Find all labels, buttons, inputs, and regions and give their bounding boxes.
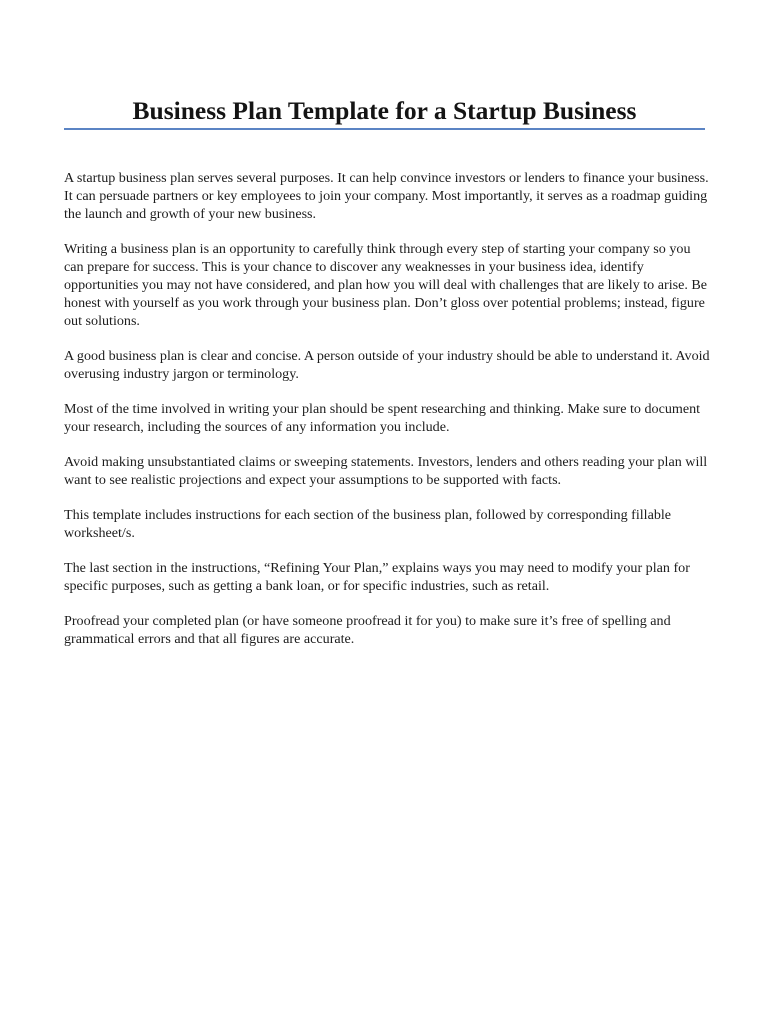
document-title: Business Plan Template for a Startup Business (132, 96, 637, 125)
paragraph-avoid-claims: Avoid making unsubstantiated claims or sweeping statements. Investors, lenders and others reading your plan will want to see realistic projections and expect your assumptions to be supported with facts. (64, 454, 708, 488)
paragraph-clear-concise: A good business plan is clear and concise. A person outside of your industry should be able to understand it. Avoid overusing industry jargon or terminology. (64, 348, 710, 382)
paragraph-template-instructions: This template includes instructions for each section of the business plan, followed by corresponding fillable worksheet/s. (64, 507, 672, 541)
paragraph-refining-plan: The last section in the instructions, “Refining Your Plan,” explains ways you may need to modify your plan for specific purposes, such as getting a bank loan, or for specific industries, such as retail. (64, 560, 690, 594)
paragraph-research: Most of the time involved in writing your plan should be spent researching and thinking. Make sure to document your research, including the sources of any information you include. (64, 401, 701, 435)
document-body (64, 169, 710, 665)
title-underline (64, 128, 705, 130)
paragraph-purposes: A startup business plan serves several purposes. It can help convince investors or lenders to finance your business. It can persuade partners or key employees to join your company. Most importantly, it serves as a roadmap guiding the launch and growth of your new business. (64, 170, 709, 222)
paragraph-opportunity: Writing a business plan is an opportunity to carefully think through every step of starting your company so you can prepare for success. This is your chance to discover any weaknesses in your business idea, identify opportunities you may not have considered, and plan how you will deal with challenges that are likely to arise. Be honest with yourself as you work through your business plan. Don’t gloss over potential problems; instead, figure out solutions. (64, 241, 708, 329)
paragraph-proofread: Proofread your completed plan (or have someone proofread it for you) to make sure it’s free of spelling and grammatical errors and that all figures are accurate. (64, 613, 671, 647)
